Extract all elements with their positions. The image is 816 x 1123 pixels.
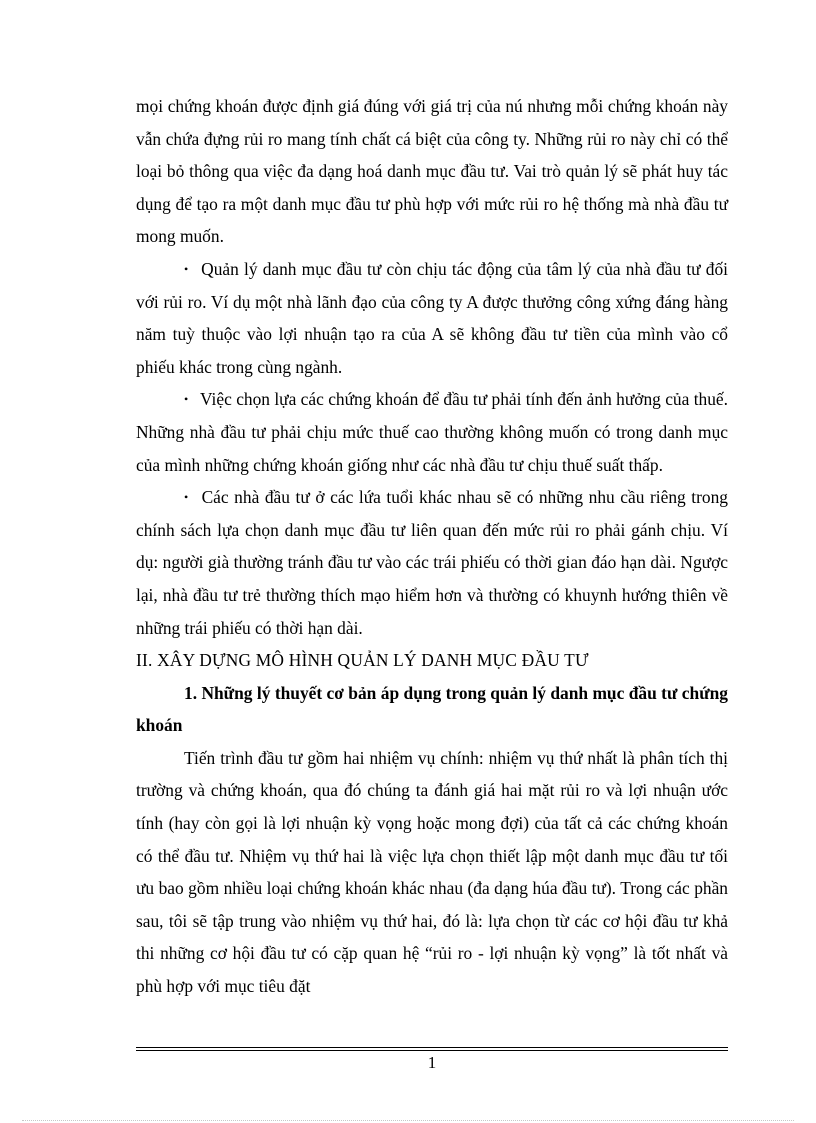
bullet-icon: •: [184, 490, 189, 505]
paragraph-continuation: mọi chứng khoán được định giá đúng với giá trị của nú nhưng mỗi chứng khoán này vẫn chứa đựng rủi ro mang tính chất cá biệt của công ty. Những rủi ro này chỉ có thể loại bỏ thông qua việc đa dạng hoá danh mục đầu tư. Vai trò quản lý sẽ phát huy tác dụng để tạo ra một danh mục đầu tư phù hợp với mức rủi ro hệ thống mà nhà đầu tư mong muốn.: [136, 96, 728, 247]
page-edge-divider: [22, 1120, 794, 1121]
bullet-text: Quản lý danh mục đầu tư còn chịu tác động của tâm lý của nhà đầu tư đối với rủi ro. Ví dụ một nhà lãnh đạo của công ty A được thưởng công xứng đáng hàng năm tuỳ thuộc vào lợi nhuận tạo ra của A sẽ không đầu tư tiền của mình vào cổ phiếu khác trong cùng ngành.: [136, 258, 728, 377]
page-number: 1: [427, 1053, 437, 1072]
footer-rule-top: [136, 1047, 728, 1048]
bullet-paragraph-age: [136, 481, 728, 644]
footer-rule-bottom: [136, 1050, 728, 1051]
bullet-icon: •: [184, 392, 189, 407]
section-heading: II. XÂY DỰNG MÔ HÌNH QUẢN LÝ DANH MỤC ĐẦU TƯ: [136, 650, 589, 671]
bullet-paragraph-investor-psychology: [136, 253, 728, 383]
paragraph-investment-process: Tiến trình đầu tư gồm hai nhiệm vụ chính: nhiệm vụ thứ nhất là phân tích thị trường và chứng khoán, qua đó chúng ta đánh giá hai mặt rủi ro và lợi nhuận ước tính (hay còn gọi là lợi nhuận kỳ vọng hoặc mong đợi) của tất cả các chứng khoán có thể đầu tư. Nhiệm vụ thứ hai là việc lựa chọn thiết lập một danh mục đầu tư tối ưu bao gồm nhiều loại chứng khoán khác nhau (đa dạng húa đầu tư). Trong các phần sau, tôi sẽ tập trung vào nhiệm vụ thứ hai, đó là: lựa chọn từ các cơ hội đầu tư khả thi những cơ hội đầu tư có cặp quan hệ “rủi ro - lợi nhuận kỳ vọng” là tốt nhất và phù hợp với mục tiêu đặt: [136, 747, 728, 997]
bullet-icon: •: [184, 261, 189, 276]
body-text: [136, 90, 728, 1003]
bullet-paragraph-tax: [136, 383, 728, 481]
bullet-text: Các nhà đầu tư ở các lứa tuổi khác nhau sẽ có những nhu cầu riêng trong chính sách lựa chọn danh mục đầu tư liên quan đến mức rủi ro phải gánh chịu. Ví dụ: người già thường tránh đầu tư vào các trái phiếu có thời gian đáo hạn dài. Ngược lại, nhà đầu tư trẻ thường thích mạo hiểm hơn và thường có khuynh hướng thiên về những trái phiếu có thời hạn dài.: [136, 487, 728, 638]
subsection-heading: 1. Những lý thuyết cơ bản áp dụng trong quản lý danh mục đầu tư chứng khoán: [136, 682, 728, 736]
bullet-text: Việc chọn lựa các chứng khoán để đầu tư phải tính đến ảnh hưởng của thuế. Những nhà đầu tư phải chịu mức thuế cao thường không muốn có trong danh mục của mình những chứng khoán giống như các nhà đầu tư chịu thuế suất thấp.: [136, 389, 728, 475]
